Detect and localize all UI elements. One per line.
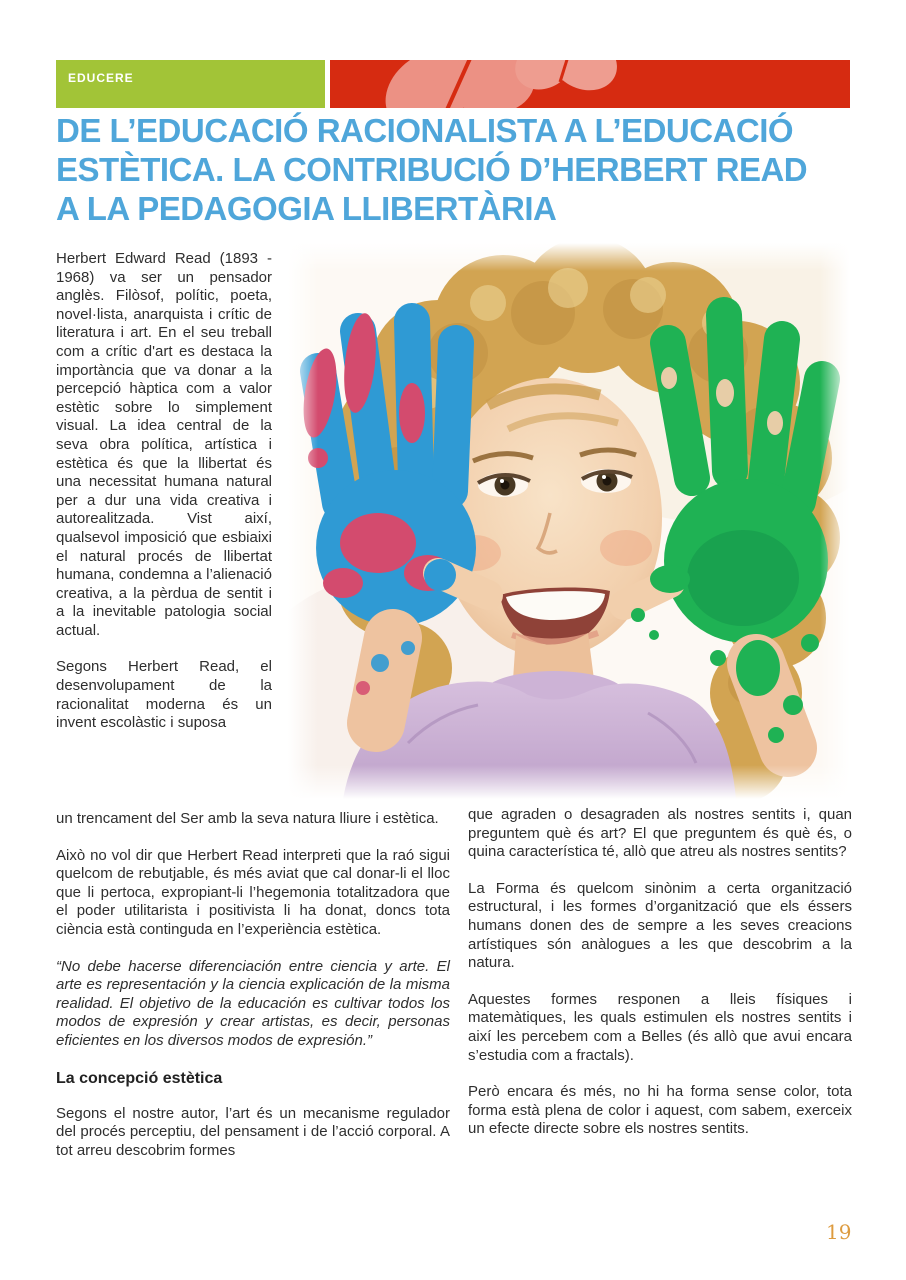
paragraph-segons-autor: Segons el nostre autor, l’art és un mecanisme regulador del procés perceptiu, del pensament i de l’acció corporal. A tot arreu descobrim formes: [56, 1104, 450, 1159]
kicker-label: EDUCERE: [68, 71, 134, 85]
paragraph-aixo: Això no vol dir que Herbert Read interpreti que la raó sigui quelcom de rebutjable, és més aviat que cal donar-li el lloc que li pertoca, expropiant-li l’hegemonia totalitzadora que el poder utilitarista i positivista li ha donat, doncs tota ciència està continguda en l’experiència estètica.: [56, 846, 450, 938]
intro-paragraph: Herbert Edward Read (1893 - 1968) va ser un pensador anglès. Filòsof, polític, poeta, novel·lista, anarquista i crític de literatura i art. En el seu treball com a crític d'art es destaca la importància que va donar a la percepció hàptica com a valor estètic sobre lo simplement visual. La idea central de la seva obra política, artística i estètica és que la llibertat és una necessitat humana natural per a dur una vida creativa i autorealitzada. Vist així, qualsevol imposició que esbiaixi el natural procés de llibertat humana, condemna a l’alienació creativa, a la pèrdua de sentit i a la inevitable patologia social actual.: [56, 250, 272, 639]
section-kicker: [56, 60, 325, 108]
paragraph-que-agraden: que agraden o desagraden als nostres sentits i, quan preguntem què és art? El que preguntem és què és, o quina característica té, allò que atreu als nostres sentits?: [468, 806, 852, 861]
header-banner: [330, 60, 850, 108]
title-line-1: DE L’EDUCACIÓ RACIONALISTA A L’EDUCACIÓ: [56, 112, 794, 149]
paragraph-la-forma: La Forma és quelcom sinònim a certa organització estructural, i les formes d’organització que els éssers humans donen des de sempre a les seves creacions artístiques són anàlogues a les que descobrim a la natura.: [468, 879, 852, 972]
paragraph-pero-encara: Però encara és més, no hi ha forma sense color, tota forma està plena de color i aquest, com sabem, exerceix un efecte directe sobre els nostres sentits.: [468, 1083, 852, 1138]
page-number: 19: [826, 1220, 852, 1244]
paragraph-segons-end: un trencament del Ser amb la seva natura lliure i estètica.: [56, 810, 439, 827]
article-title: [56, 111, 866, 228]
paragraph-segons-start: Segons Herbert Read, el desenvolupament de la racionalitat moderna és un invent escolàstic i suposa: [56, 658, 272, 732]
butterfly-icon: [330, 60, 850, 108]
subheading-concepcio-estetica: La concepció estètica: [56, 1069, 223, 1087]
quote-paragraph: “No debe hacerse diferenciación entre ciencia y arte. El arte es representación y la ciencia explicación de la misma realidad. El objetivo de la educación es cultivar todos los modos de expresión y crear artistas, es decir, personas eficientes en los diversos modos de expresión.”: [56, 957, 450, 1049]
right-column: [468, 806, 852, 1157]
intro-column: [56, 250, 272, 751]
title-line-2: ESTÈTICA. LA CONTRIBUCIÓ D’HERBERT READ: [56, 151, 808, 188]
photo-girl-painted-hands: [288, 243, 850, 799]
left-column: [56, 810, 450, 1178]
paragraph-aquestes-formes: Aquestes formes responen a lleis físiques i matemàtiques, les quals estimulen els nostres sentits i així les percebem com a Belles (és allò que avui encara s’estudia com a fractals).: [468, 990, 852, 1064]
title-line-3: A LA PEDAGOGIA LLIBERTÀRIA: [56, 190, 557, 227]
